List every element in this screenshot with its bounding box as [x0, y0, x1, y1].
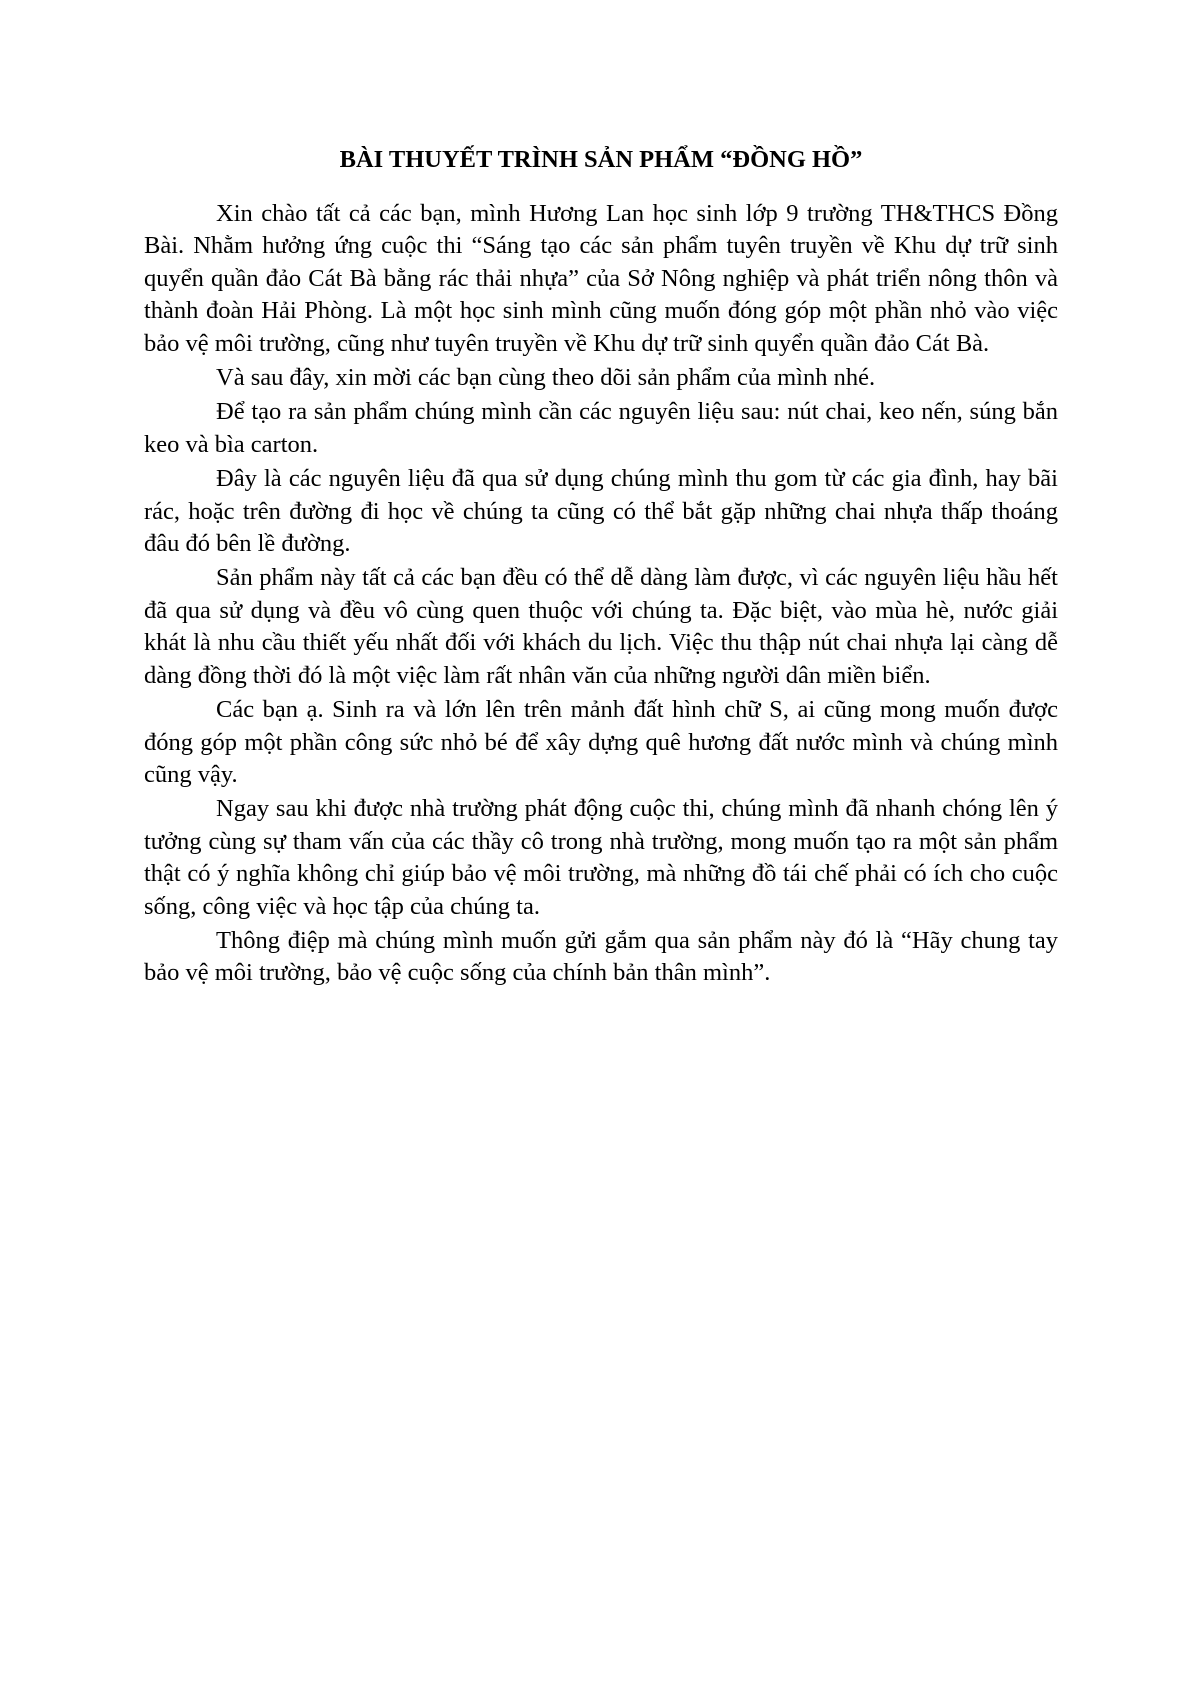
paragraph-ease: Sản phẩm này tất cả các bạn đều có thể dễ dàng làm được, vì các nguyên liệu hầu hết đã qua sử dụng và đều vô cùng quen thuộc với chúng ta. Đặc biệt, vào mùa hè, nước giải khát là nhu cầu thiết yếu nhất đối với khách du lịch. Việc thu thập nút chai nhựa lại càng dễ dàng đồng thời đó là một việc làm rất nhân văn của những người dân miền biển.: [144, 564, 1058, 689]
paragraph-idea: Ngay sau khi được nhà trường phát động cuộc thi, chúng mình đã nhanh chóng lên ý tưởng cùng sự tham vấn của các thầy cô trong nhà trường, mong muốn tạo ra một sản phẩm thật có ý nghĩa không chỉ giúp bảo vệ môi trường, mà những đồ tái chế phải có ích cho cuộc sống, công việc và học tập của chúng ta.: [144, 795, 1058, 920]
document-title: BÀI THUYẾT TRÌNH SẢN PHẨM “ĐỒNG HỒ”: [339, 146, 863, 173]
paragraph-intro: Xin chào tất cả các bạn, mình Hương Lan học sinh lớp 9 trường TH&THCS Đồng Bài. Nhằm hưởng ứng cuộc thi “Sáng tạo các sản phẩm tuyên truyền về Khu dự trữ sinh quyển quần đảo Cát Bà bằng rác thải nhựa” của Sở Nông nghiệp và phát triển nông thôn và thành đoàn Hải Phòng. Là một học sinh mình cũng muốn đóng góp một phần nhỏ vào việc bảo vệ môi trường, cũng như tuyên truyền về Khu dự trữ sinh quyển quần đảo Cát Bà.: [144, 200, 1058, 357]
paragraph-invitation: Và sau đây, xin mời các bạn cùng theo dõi sản phẩm của mình nhé.: [216, 364, 876, 392]
paragraph-collection: Đây là các nguyên liệu đã qua sử dụng chúng mình thu gom từ các gia đình, hay bãi rác, hoặc trên đường đi học về chúng ta cũng có thể bắt gặp những chai nhựa thấp thoáng đâu đó bên lề đường.: [144, 465, 1058, 558]
paragraph-materials: Để tạo ra sản phẩm chúng mình cần các nguyên liệu sau: nút chai, keo nến, súng bắn keo và bìa carton.: [144, 398, 1058, 458]
paragraph-message: Thông điệp mà chúng mình muốn gửi gắm qua sản phẩm này đó là “Hãy chung tay bảo vệ môi trường, bảo vệ cuộc sống của chính bản thân mình”.: [144, 926, 1058, 987]
document-body: [144, 144, 1058, 992]
paragraph-motivation: Các bạn ạ. Sinh ra và lớn lên trên mảnh đất hình chữ S, ai cũng mong muốn được đóng góp một phần công sức nhỏ bé để xây dựng quê hương đất nước mình và chúng mình cũng vậy.: [144, 696, 1058, 788]
